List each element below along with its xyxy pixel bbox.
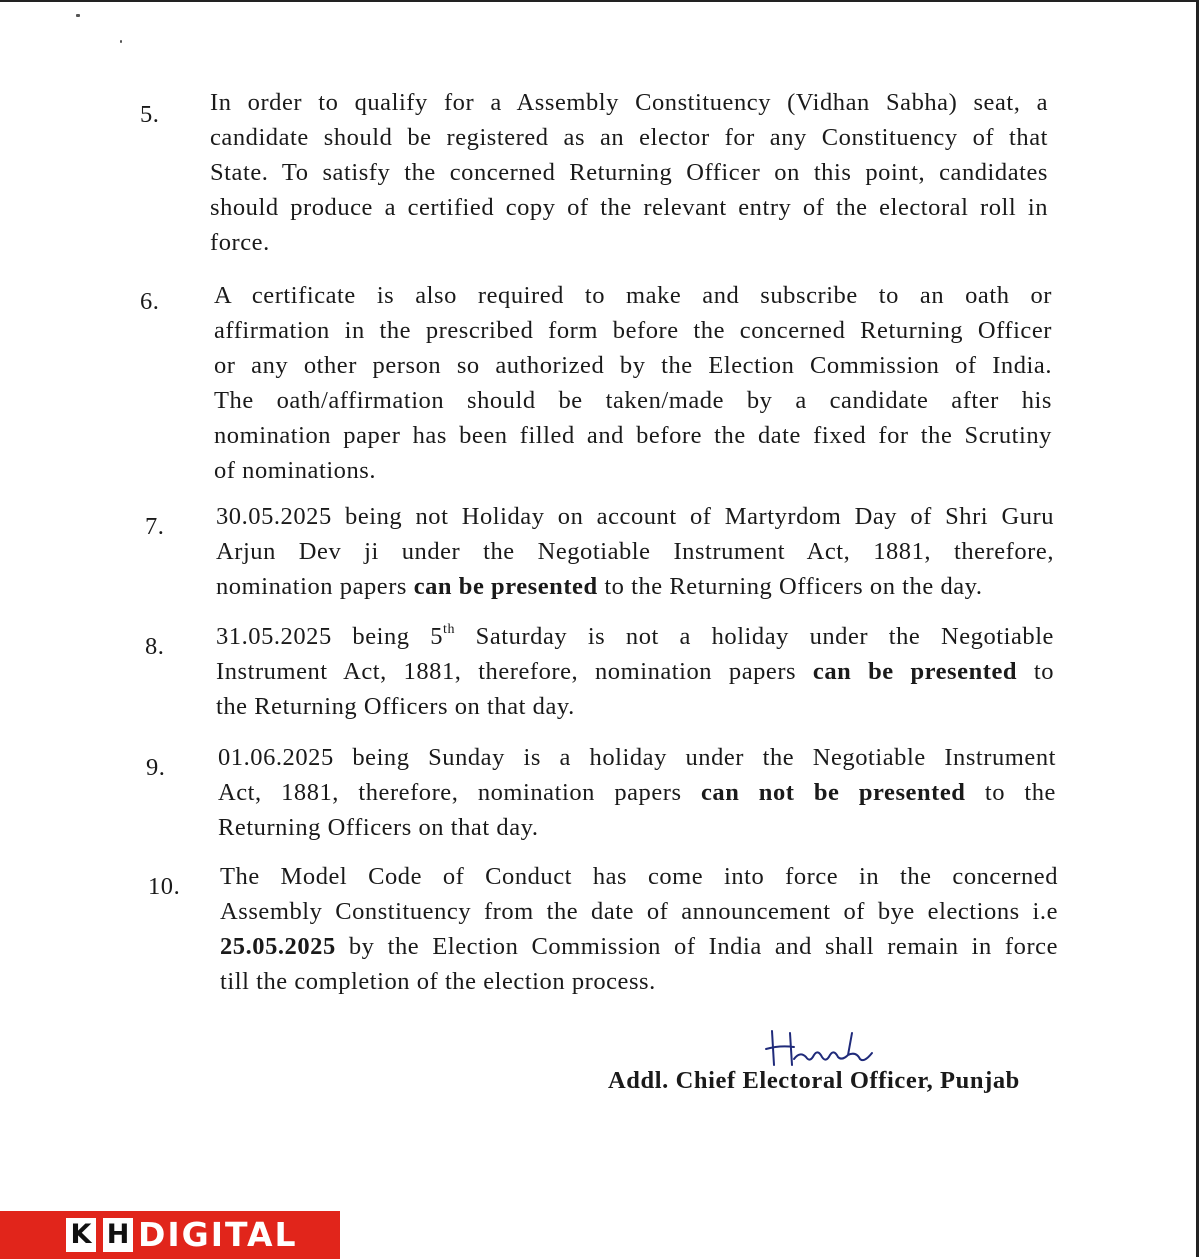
clause-text [220,859,1058,999]
emphasis-text: can be presented [812,658,1018,685]
clause-number: 9. [146,754,166,781]
clause-line: the Returning Officers on that day. [216,693,575,720]
clause-line: The oath/affirmation should be taken/made by a candidate after his [214,387,1052,414]
clause-line: Returning Officers on that day. [218,814,539,841]
clause-line: or any other person so authorized by the Election Commission of India. [214,352,1052,379]
clause-line: force. [210,229,270,256]
brand-word: DIGITAL [138,1215,298,1254]
clause-line: affirmation in the prescribed form before the concerned Returning Officer [214,317,1052,344]
clause-line: 30.05.2025 being not Holiday on account of Martyrdom Day of Shri Guru [216,503,1054,530]
emphasis-text: can be presented [413,573,598,600]
scan-speck [76,14,80,17]
clause-line: In order to qualify for a Assembly Constituency (Vidhan Sabha) seat, a [210,89,1048,116]
signatory-title: Addl. Chief Electoral Officer, Punjab [608,1067,1020,1094]
clause-line: Assembly Constituency from the date of announcement of bye elections i.e [220,898,1058,925]
clause-line: 31.05.2025 being 5th Saturday is not a holiday under the Negotiable [216,622,1054,650]
clause-number: 7. [145,513,165,540]
clause-text [216,499,1054,604]
clause-line: candidate should be registered as an elector for any Constituency of that [210,124,1048,151]
clause-line: nomination paper has been filled and before the date fixed for the Scrutiny [214,422,1052,449]
clause-line: State. To satisfy the concerned Returning Officer on this point, candidates [210,159,1048,186]
clause-line: should produce a certified copy of the relevant entry of the electoral roll in [210,194,1048,221]
signature-block [600,1025,1070,1105]
clause-text [214,278,1052,488]
clause-line: Instrument Act, 1881, therefore, nomination papers can be presented to [216,658,1054,685]
clause-line: 01.06.2025 being Sunday is a holiday under the Negotiable Instrument [218,744,1056,771]
clause-number: 10. [148,873,181,900]
clause-text [210,85,1048,260]
clause-line: of nominations. [214,457,377,484]
brand-letter: H [103,1218,133,1252]
brand-letter: K [66,1218,96,1252]
clause-line: Act, 1881, therefore, nomination papers can not be presented to the [218,779,1056,806]
ordinal-suffix: th [443,622,456,637]
clause-text [218,740,1056,845]
clause-number: 5. [140,101,160,128]
clause-line: till the completion of the election process. [220,968,656,995]
clause-text [216,619,1054,724]
clause-line: The Model Code of Conduct has come into force in the concerned [220,863,1058,890]
emphasis-text: 25.05.2025 [220,933,336,960]
emphasis-text: can not be presented [700,779,966,806]
clause-number: 6. [140,288,160,315]
clause-line: nomination papers can be presented to the Returning Officers on the day. [216,573,983,600]
clause-number: 8. [145,633,165,660]
scan-speck [120,40,122,43]
clause-line: 25.05.2025 by the Election Commission of India and shall remain in force [220,933,1058,960]
brand-logo [0,1211,340,1259]
handwritten-signature [760,1025,880,1073]
clause-line: Arjun Dev ji under the Negotiable Instrument Act, 1881, therefore, [216,538,1054,565]
clause-line: A certificate is also required to make and subscribe to an oath or [214,282,1052,309]
